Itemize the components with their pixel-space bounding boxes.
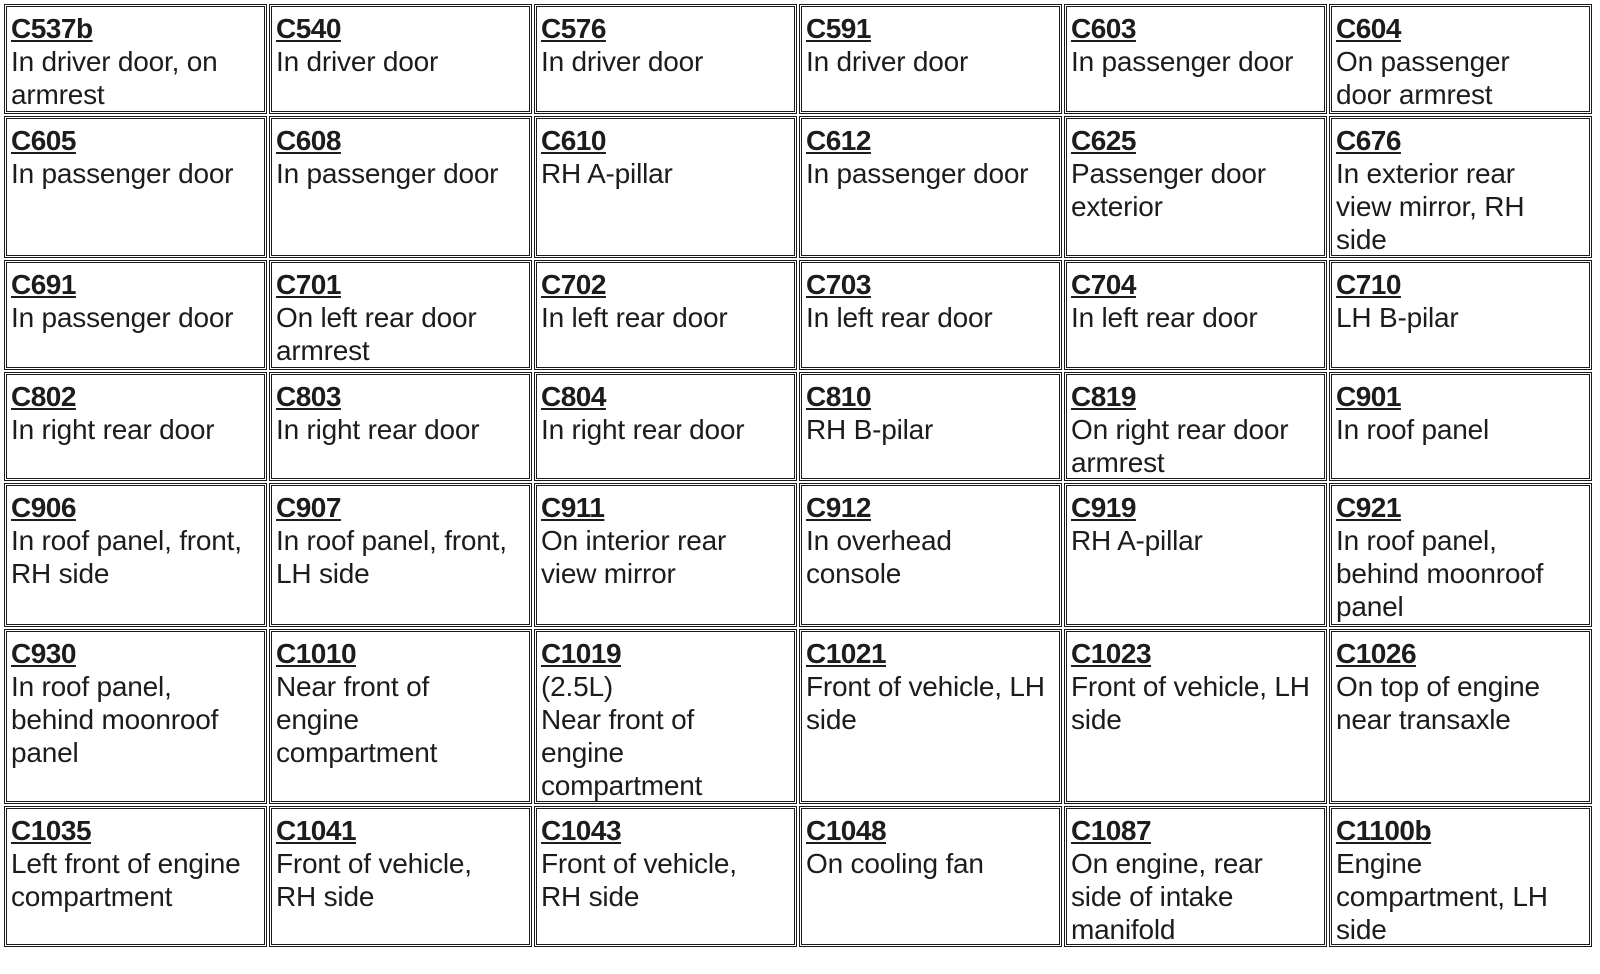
connector-location: In left rear door xyxy=(1071,302,1258,333)
connector-cell xyxy=(269,4,532,114)
connector-location: In left rear door xyxy=(806,302,993,333)
connector-location: Front of vehicle, LH side xyxy=(1071,671,1310,735)
connector-location: RH A-pillar xyxy=(1071,525,1203,556)
connector-location: In driver door xyxy=(541,46,704,77)
connector-location: In passenger door xyxy=(1071,46,1294,77)
connector-cell xyxy=(269,806,532,947)
connector-cell xyxy=(1064,483,1327,627)
connector-location: Near front of engine compartment xyxy=(276,671,438,768)
connector-cell xyxy=(534,116,797,258)
connector-location: In roof panel, behind moonroof panel xyxy=(1336,525,1544,622)
connector-cell xyxy=(799,260,1062,370)
connector-code: C1023 xyxy=(1071,638,1152,669)
connector-code: C702 xyxy=(541,269,606,300)
connector-location: Left front of engine compartment xyxy=(11,848,241,912)
connector-location: RH B-pilar xyxy=(806,414,934,445)
connector-cell xyxy=(1064,372,1327,481)
connector-location: In driver door xyxy=(806,46,969,77)
connector-location-table xyxy=(3,3,1593,969)
connector-cell xyxy=(799,629,1062,804)
connector-location: In overhead console xyxy=(806,525,952,589)
connector-code: C610 xyxy=(541,125,606,156)
connector-location: In right rear door xyxy=(276,414,480,445)
connector-location: In roof panel, front, RH side xyxy=(11,525,242,589)
connector-cell xyxy=(799,483,1062,627)
connector-cell xyxy=(799,4,1062,114)
connector-cell xyxy=(1064,806,1327,947)
connector-code: C804 xyxy=(541,381,606,412)
connector-cell xyxy=(534,483,797,627)
connector-code: C591 xyxy=(806,13,871,44)
connector-cell xyxy=(1329,116,1592,258)
connector-code: C1021 xyxy=(806,638,887,669)
connector-location: Passenger door exterior xyxy=(1071,158,1266,222)
connector-location: In exterior rear view mirror, RH side xyxy=(1336,158,1525,255)
connector-code: C901 xyxy=(1336,381,1401,412)
connector-cell xyxy=(534,372,797,481)
connector-code: C803 xyxy=(276,381,341,412)
connector-location: In roof panel xyxy=(1336,414,1490,445)
connector-cell xyxy=(1329,483,1592,627)
connector-location: In right rear door xyxy=(541,414,745,445)
connector-code: C919 xyxy=(1071,492,1136,523)
connector-code: C603 xyxy=(1071,13,1136,44)
connector-cell xyxy=(1064,116,1327,258)
connector-location: Front of vehicle, RH side xyxy=(541,848,737,912)
connector-cell xyxy=(4,116,267,258)
connector-code: C930 xyxy=(11,638,76,669)
connector-code: C911 xyxy=(541,492,605,523)
connector-location: In roof panel, front, LH side xyxy=(276,525,507,589)
connector-location: In driver door, on armrest xyxy=(11,46,218,110)
connector-location: In passenger door xyxy=(11,158,234,189)
connector-code: C703 xyxy=(806,269,871,300)
connector-cell xyxy=(4,4,267,114)
connector-cell xyxy=(1329,372,1592,481)
connector-location: In passenger door xyxy=(11,302,234,333)
connector-cell xyxy=(1329,4,1592,114)
connector-code: C605 xyxy=(11,125,76,156)
connector-code: C604 xyxy=(1336,13,1401,44)
connector-cell xyxy=(4,483,267,627)
connector-location: RH A-pillar xyxy=(541,158,673,189)
connector-cell xyxy=(1064,629,1327,804)
connector-code: C540 xyxy=(276,13,341,44)
connector-location: LH B-pilar xyxy=(1336,302,1459,333)
connector-location: Front of vehicle, RH side xyxy=(276,848,472,912)
connector-cell xyxy=(534,4,797,114)
connector-location: Front of vehicle, LH side xyxy=(806,671,1045,735)
connector-code: C912 xyxy=(806,492,871,523)
connector-cell xyxy=(269,260,532,370)
connector-location: On left rear door armrest xyxy=(276,302,477,366)
connector-cell xyxy=(1329,260,1592,370)
connector-location: On engine, rear side of intake manifold xyxy=(1071,848,1263,945)
connector-location: On interior rear view mirror xyxy=(541,525,727,589)
connector-cell xyxy=(269,483,532,627)
connector-code: C710 xyxy=(1336,269,1401,300)
connector-code: C906 xyxy=(11,492,76,523)
connector-code: C1041 xyxy=(276,815,357,846)
connector-code: C810 xyxy=(806,381,871,412)
connector-code: C676 xyxy=(1336,125,1401,156)
connector-code: C1100b xyxy=(1336,815,1432,846)
connector-code: C608 xyxy=(276,125,341,156)
connector-location: In passenger door xyxy=(276,158,499,189)
connector-location: In roof panel, behind moonroof panel xyxy=(11,671,219,768)
connector-cell xyxy=(4,372,267,481)
connector-cell xyxy=(1064,260,1327,370)
connector-code: C1087 xyxy=(1071,815,1152,846)
connector-cell xyxy=(269,116,532,258)
connector-code: C704 xyxy=(1071,269,1136,300)
connector-code: C691 xyxy=(11,269,76,300)
connector-code: C802 xyxy=(11,381,76,412)
connector-location: (2.5L) Near front of engine compartment xyxy=(541,671,703,801)
connector-cell xyxy=(799,372,1062,481)
connector-code: C537b xyxy=(11,13,93,44)
connector-code: C819 xyxy=(1071,381,1136,412)
connector-code: C1026 xyxy=(1336,638,1417,669)
connector-location: On right rear door armrest xyxy=(1071,414,1289,478)
connector-code: C576 xyxy=(541,13,606,44)
connector-cell xyxy=(4,806,267,947)
connector-cell xyxy=(534,806,797,947)
connector-location: On cooling fan xyxy=(806,848,984,879)
connector-location: In passenger door xyxy=(806,158,1029,189)
connector-location: Engine compartment, LH side xyxy=(1336,848,1548,945)
connector-code: C1048 xyxy=(806,815,887,846)
connector-cell xyxy=(534,629,797,804)
connector-cell xyxy=(269,372,532,481)
connector-location: In driver door xyxy=(276,46,439,77)
connector-location: In right rear door xyxy=(11,414,215,445)
connector-cell xyxy=(4,260,267,370)
connector-code: C1019 xyxy=(541,638,622,669)
connector-cell xyxy=(1329,629,1592,804)
connector-code: C701 xyxy=(276,269,341,300)
connector-code: C921 xyxy=(1336,492,1401,523)
connector-cell xyxy=(269,629,532,804)
connector-code: C1043 xyxy=(541,815,622,846)
connector-location: In left rear door xyxy=(541,302,728,333)
connector-cell xyxy=(534,260,797,370)
connector-cell xyxy=(4,629,267,804)
connector-cell xyxy=(799,116,1062,258)
connector-code: C1035 xyxy=(11,815,92,846)
connector-code: C1010 xyxy=(276,638,357,669)
connector-location: On passenger door armrest xyxy=(1336,46,1510,110)
connector-code: C625 xyxy=(1071,125,1136,156)
connector-cell xyxy=(1329,806,1592,947)
connector-code: C612 xyxy=(806,125,871,156)
connector-location: On top of engine near transaxle xyxy=(1336,671,1540,735)
connector-code: C907 xyxy=(276,492,341,523)
connector-cell xyxy=(799,806,1062,947)
connector-cell xyxy=(1064,4,1327,114)
